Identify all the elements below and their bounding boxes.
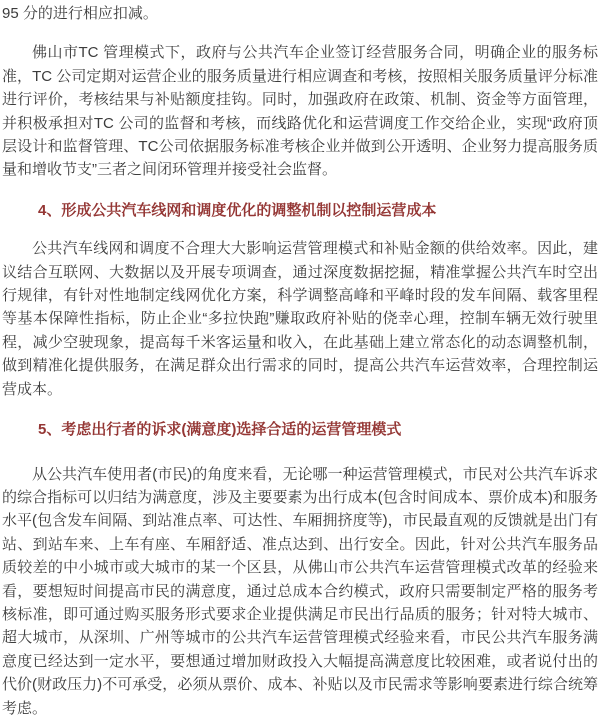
intro-line-continuation: 95 分的进行相应扣减。 <box>2 5 158 22</box>
paragraph-tc-management-model: 佛山市TC 管理模式下，政府与公共汽车企业签订经营服务合同，明确企业的服务标准，TC 公司定期对运营企业的服务质量进行相应调查和考核，按照相关服务质量评分标准进行评价，考核结果与补贴额度挂钩。同时，加强政府在政策、机制、资金等方面管理，并积极承担对TC 公司的监督和考核，而线路优化和运营调度工作交给企业，实现“政府顶层设计和监督管理、TC公司依据服务标准考核企业并做到公开透明、企业努力提高服务质量和增收节支”三者之间闭环管理并接受社会监督。 <box>2 44 598 179</box>
section-heading-4: 4、形成公共汽车线网和调度优化的调整机制以控制运营成本 <box>38 201 437 219</box>
paragraph-traveler-satisfaction: 从公共汽车使用者(市民)的角度来看，无论哪一种运营管理模式，市民对公共汽车诉求的综合指标可以归结为满意度，涉及主要要素为出行成本(包含时间成本、票价成本)和服务水平(包含发车间隔、到站准点率、可达性、车厢拥挤度等)，市民最直观的反馈就是出门有站、到站车来、上车有座、车厢舒适、准点达到、出行安全。因此，针对公共汽车服务品质较差的中小城市或大城市的某一个区县，从佛山市公共汽车运营管理模式改革的经验来看，要想短时间提高市民的满意度，通过总成本合约模式，政府只需要制定严格的服务考核标准，即可通过购买服务形式要求企业提供满足市民出行品质的服务；针对特大城市、超大城市，从深圳、广州等城市的公共汽车运营管理模式经验来看，市民公共汽车服务满意度已经达到一定水平，要想通过增加财政投入大幅提高满意度比较困难，或者说付出的代价(财政压力)不可承受，必须从票价、成本、补贴以及市民需求等影响要素进行综合统筹考虑。 <box>2 465 598 717</box>
section-heading-5: 5、考虑出行者的诉求(满意度)选择合适的运营管理模式 <box>38 421 402 439</box>
paragraph-network-dispatch-optimization: 公共汽车线网和调度不合理大大影响运营管理模式和补贴金额的供给效率。因此，建议结合互联网、大数据以及开展专项调查，通过深度数据挖掘，精准掌握公共汽车时空出行规律，有针对性地制定线网优化方案，科学调整高峰和平峰时段的发车间隔、载客里程等基本保障性指标，防止企业“多拉快跑”赚取政府补贴的侥幸心理，控制车辆无效行驶里程，减少空驶现象，提高每千米客运量和收入，在此基础上建立常态化的动态调整机制，做到精准化提供服务，在满足群众出行需求的同时，提高公共汽车运营效率，合理控制运营成本。 <box>2 240 598 398</box>
